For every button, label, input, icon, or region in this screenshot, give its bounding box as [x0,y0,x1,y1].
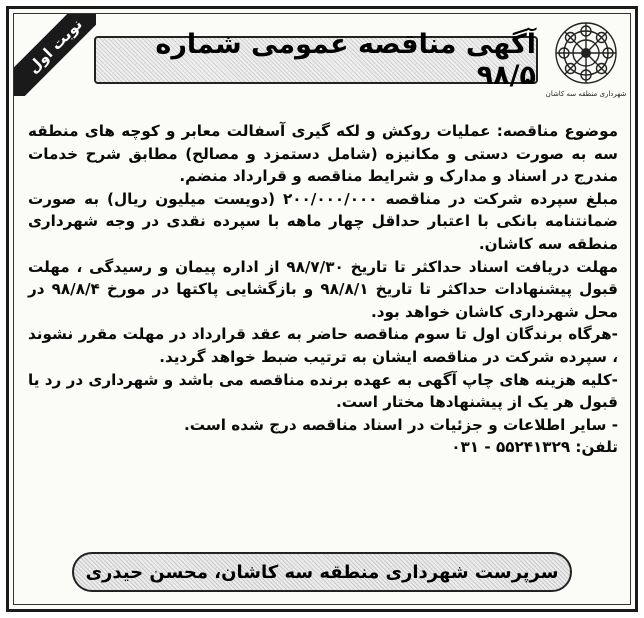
notice-frame [6,6,638,612]
paragraph-winners: -هرگاه برندگان اول تا سوم مناقصه حاضر به عقد قرارداد در مهلت مقرر نشوند ، سپرده شرکت در مناقصه ایشان به ترتیب ضبط خواهد گردید. [28,325,618,366]
notice-title: آگهی مناقصه عمومی شماره ۹۸/۵ [155,29,536,91]
logo-caption: شهرداری منطقه سه کاشان [545,90,627,98]
edition-badge: نوبت اول [14,14,96,96]
paragraph-costs: -کلیه هزینه های چاپ آگهی به عهده برنده مناقصه می باشد و شهرداری در رد یا قبول هر یک از پیشنهادها مختار است. [28,370,618,412]
notice-body [28,120,618,459]
paragraph-deadlines: مهلت دریافت اسناد حداکثر تا تاریخ ۹۸/۷/۳۰ از اداره پیمان و رسیدگی ، مهلت قبول پیشنهادات حداکثر تا تاریخ ۹۸/۸/۱ و بازگشایی پاکتها در مورخ ۹۸/۸/۴ در محل شهرداری کاشان خواهد بود. [28,257,619,321]
edition-badge-corner [14,14,96,96]
signature-banner [72,552,572,592]
title-banner [94,29,538,91]
phone-line [28,436,618,459]
paragraph-other-info: - سایر اطلاعات و جزئیات در اسناد مناقصه درج شده است. [184,415,618,434]
notice-inner-border [13,13,631,605]
signature-text: سرپرست شهرداری منطقه سه کاشان، محسن حیدری [85,561,559,583]
paragraph-subject: موضوع مناقصه: عملیات روکش و لکه گیری آسفالت معابر و کوچه های منطقه سه به صورت دستی و مکانیزه (شامل دستمزد و مصالح) مطابق شرح خدمات مندرج در اسناد و مدارک و شرایط مناقصه و قرارداد منضم. [28,122,618,186]
phone-number: ۰۳۱ - ۵۵۲۴۱۳۲۹ [451,438,571,457]
municipality-emblem-icon [551,18,621,88]
municipality-logo [545,18,627,106]
phone-label: تلفن: [575,438,618,457]
paragraph-deposit: مبلغ سپرده شرکت در مناقصه ۲۰۰/۰۰۰/۰۰۰ (دویست میلیون ریال) به صورت ضمانتنامه بانکی با اعتبار حداقل چهار ماهه با سپرده نقدی در وجه شهرداری منطقه سه کاشان. [28,189,618,253]
notice-header [14,14,630,114]
